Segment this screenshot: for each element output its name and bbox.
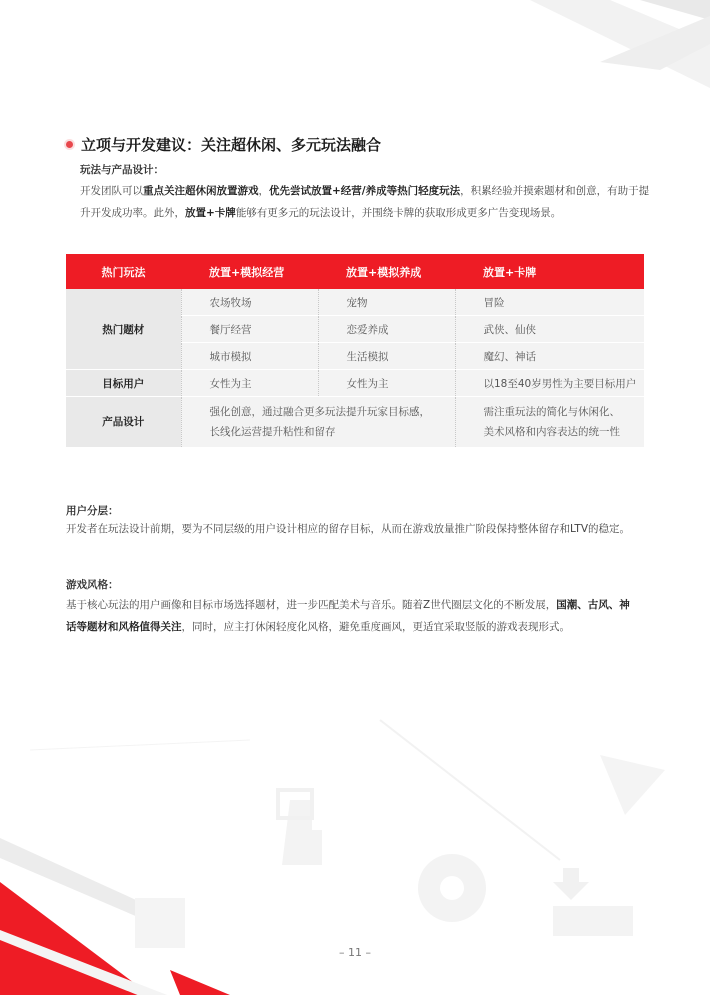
table-cell: 魔幻、神话: [455, 343, 644, 370]
gameplay-heading: 玩法与产品设计：: [80, 164, 164, 176]
table-row: [66, 370, 644, 397]
text-run: ，同时，应主打休闲轻度化风格，避免重度画风，更适宜采取竖版的游戏表现形式。: [181, 621, 570, 633]
layers-heading: 用户分层：: [66, 505, 119, 517]
table-cell: 女性为主: [181, 370, 318, 397]
header-cell: 热门玩法: [66, 254, 181, 289]
table-cell: 农场牧场: [181, 289, 318, 316]
header-cell: 放置+模拟养成: [318, 254, 455, 289]
text-run: 基于核心玩法的用户画像和目标市场选择题材，进一步匹配美术与音乐。随着Z世代圈层文化的不断发展，: [66, 599, 557, 611]
table-cell: 城市模拟: [181, 343, 318, 370]
section-title-text: 立项与开发建议：关注超休闲、多元玩法融合: [81, 136, 382, 154]
header-cell: 放置+卡牌: [455, 254, 644, 289]
layers-text: 开发者在玩法设计前期，要为不同层级的用户设计相应的留存目标，从而在游戏放量推广阶段保持整体留存和LTV的稳定。: [66, 523, 630, 535]
header-cell: 放置+模拟经营: [181, 254, 318, 289]
table-cell: 冒险: [455, 289, 644, 316]
design-left-line: 长线化运营提升粘性和留存: [209, 426, 336, 438]
text-run: ，: [258, 185, 269, 197]
row-label-design: 产品设计: [66, 397, 181, 448]
style-line-2: [66, 616, 570, 638]
design-left-line: 强化创意，通过融合更多玩法提升玩家目标感，: [209, 406, 430, 418]
page-number: – 11 –: [339, 946, 371, 959]
bold-text-run: 优先尝试放置+经营/养成等热门轻度玩法: [269, 185, 461, 197]
table-cell: 以18至40岁男性为主要目标用户: [455, 370, 644, 397]
table-cell: 武侠、仙侠: [455, 316, 644, 343]
bold-text-run: 话等题材和风格值得关注: [66, 621, 182, 633]
bold-text-run: 国潮、古风、神: [556, 599, 630, 611]
row-label-users: 目标用户: [66, 370, 181, 397]
style-line-1: [66, 594, 630, 616]
gameplay-table: [66, 254, 644, 448]
bold-text-run: 重点关注超休闲放置游戏: [143, 185, 259, 197]
text-run: ，积累经验并摸索题材和创意，有助于提: [460, 185, 650, 197]
table-cell: 女性为主: [318, 370, 455, 397]
gameplay-line-1: [80, 180, 649, 202]
table-cell: 恋爱养成: [318, 316, 455, 343]
table-header-row: [66, 254, 644, 289]
bullet-dot-icon: [66, 141, 73, 148]
bold-text-run: 放置+卡牌: [185, 207, 236, 219]
table-cell-design-left: [181, 397, 455, 448]
text-run: 开发团队可以: [80, 185, 143, 197]
row-label-topics: 热门题材: [66, 289, 181, 370]
style-heading: 游戏风格：: [66, 579, 119, 591]
gameplay-line-2: [80, 202, 561, 224]
section-title: [66, 134, 381, 155]
table-row: [66, 397, 644, 448]
text-run: 能够有更多元的玩法设计，并围绕卡牌的获取形成更多广告变现场景。: [235, 207, 562, 219]
table-cell: 宠物: [318, 289, 455, 316]
text-run: 升开发成功率。此外，: [80, 207, 185, 219]
table-row: [66, 289, 644, 316]
table-cell-design-right: [455, 397, 644, 448]
design-right-line: 美术风格和内容表达的统一性: [483, 426, 620, 438]
design-right-line: 需注重玩法的简化与休闲化、: [483, 406, 620, 418]
table-cell: 生活模拟: [318, 343, 455, 370]
table-cell: 餐厅经营: [181, 316, 318, 343]
